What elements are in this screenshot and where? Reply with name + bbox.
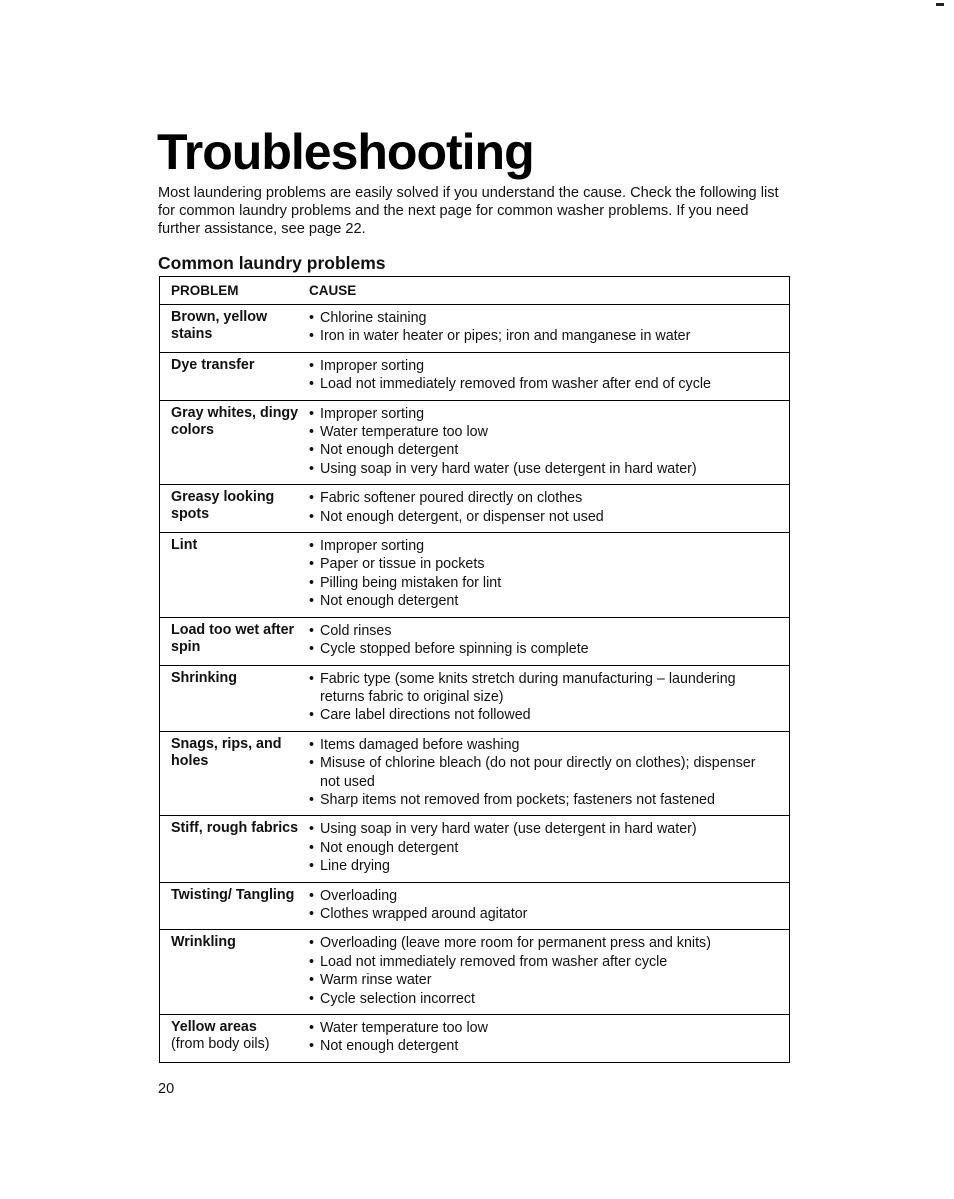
cause-item: • Improper sorting bbox=[309, 537, 779, 555]
cause-list bbox=[309, 537, 779, 611]
cause-item: • Cycle selection incorrect bbox=[309, 990, 779, 1008]
cause-cell bbox=[309, 820, 789, 875]
cause-cell bbox=[309, 736, 789, 810]
problem-cell bbox=[160, 887, 309, 924]
table-header-row bbox=[160, 277, 789, 304]
problem-name: Dye transfer bbox=[171, 356, 255, 373]
problem-cell bbox=[160, 309, 309, 346]
cause-cell bbox=[309, 887, 789, 924]
problem-subtext: (from body oils) bbox=[171, 1036, 270, 1052]
table-row bbox=[160, 815, 789, 881]
cause-list bbox=[309, 820, 779, 875]
problem-cell bbox=[160, 934, 309, 1008]
cause-item: • Not enough detergent bbox=[309, 839, 779, 857]
table-row bbox=[160, 617, 789, 665]
table-row bbox=[160, 882, 789, 930]
page-number: 20 bbox=[158, 1081, 175, 1097]
cause-item: • Line drying bbox=[309, 857, 779, 875]
problem-name: Twisting/ Tangling bbox=[171, 886, 295, 903]
cause-cell bbox=[309, 622, 789, 659]
cause-list bbox=[309, 489, 779, 526]
cause-cell bbox=[309, 357, 789, 394]
cause-item: • Iron in water heater or pipes; iron and manganese in water bbox=[309, 327, 779, 345]
table-row bbox=[160, 352, 789, 400]
problem-cell bbox=[160, 537, 309, 611]
cause-item: • Paper or tissue in pockets bbox=[309, 555, 779, 573]
table-row bbox=[160, 400, 789, 485]
cause-item: • Not enough detergent, or dispenser not used bbox=[309, 508, 779, 526]
cause-item: • Using soap in very hard water (use detergent in hard water) bbox=[309, 460, 779, 478]
problem-cell bbox=[160, 357, 309, 394]
table-row bbox=[160, 532, 789, 617]
cause-list bbox=[309, 309, 779, 346]
cause-list bbox=[309, 405, 779, 479]
problem-name: Stiff, rough fabrics bbox=[171, 820, 299, 837]
cause-list bbox=[309, 934, 779, 1008]
section-heading: Common laundry problems bbox=[158, 253, 386, 273]
cause-cell bbox=[309, 670, 789, 725]
problem-name: Snags, rips, and holes bbox=[171, 735, 282, 769]
table-row bbox=[160, 929, 789, 1014]
problem-name: Lint bbox=[171, 537, 198, 554]
problem-name: Brown, yellow stains bbox=[171, 309, 268, 342]
cause-item: • Load not immediately removed from washer after end of cycle bbox=[309, 375, 779, 393]
problem-cell bbox=[160, 489, 309, 526]
cause-item: • Care label directions not followed bbox=[309, 706, 779, 724]
table-row bbox=[160, 1014, 789, 1062]
cause-item: • Fabric softener poured directly on clothes bbox=[309, 489, 779, 507]
cause-item: • Pilling being mistaken for lint bbox=[309, 574, 779, 592]
cause-cell bbox=[309, 934, 789, 1008]
page-title: Troubleshooting bbox=[157, 124, 534, 180]
header-cause: CAUSE bbox=[309, 283, 357, 298]
cause-item: • Misuse of chlorine bleach (do not pour directly on clothes); dispenser not used bbox=[309, 754, 779, 791]
problem-cell bbox=[160, 1019, 309, 1056]
cause-item: • Improper sorting bbox=[309, 357, 779, 375]
cause-item: • Overloading bbox=[309, 887, 779, 905]
cause-list bbox=[309, 736, 779, 810]
problem-name: Load too wet after spin bbox=[171, 621, 295, 655]
cause-item: • Not enough detergent bbox=[309, 441, 779, 459]
cause-item: • Load not immediately removed from washer after cycle bbox=[309, 953, 779, 971]
cause-cell bbox=[309, 309, 789, 346]
cause-item: • Cycle stopped before spinning is complete bbox=[309, 640, 779, 658]
scan-mark bbox=[936, 3, 944, 6]
cause-cell bbox=[309, 537, 789, 611]
cause-item: • Using soap in very hard water (use detergent in hard water) bbox=[309, 820, 779, 838]
cause-list bbox=[309, 622, 779, 659]
cause-list bbox=[309, 1019, 779, 1056]
cause-item: • Water temperature too low bbox=[309, 423, 779, 441]
cause-item: • Not enough detergent bbox=[309, 592, 779, 610]
cause-cell bbox=[309, 1019, 789, 1056]
table-row bbox=[160, 304, 789, 352]
intro-paragraph: Most laundering problems are easily solved if you understand the cause. Check the following list for common laundry problems and the next page for common washer problems. If you need further assistance, see page 22. bbox=[158, 185, 779, 237]
cause-item: • Chlorine staining bbox=[309, 309, 779, 327]
cause-list bbox=[309, 887, 779, 924]
header-problem: PROBLEM bbox=[171, 283, 239, 298]
problem-name: Greasy looking spots bbox=[171, 489, 275, 523]
table-row bbox=[160, 731, 789, 816]
cause-list bbox=[309, 670, 779, 725]
cause-item: • Fabric type (some knits stretch during manufacturing – laundering returns fabric to original size) bbox=[309, 670, 779, 707]
laundry-problems-table bbox=[159, 276, 790, 1063]
table-row bbox=[160, 665, 789, 731]
problem-name: Gray whites, dingy colors bbox=[171, 404, 299, 438]
cause-cell bbox=[309, 405, 789, 479]
problem-cell bbox=[160, 736, 309, 810]
cause-item: • Water temperature too low bbox=[309, 1019, 779, 1037]
cause-item: • Clothes wrapped around agitator bbox=[309, 905, 779, 923]
cause-cell bbox=[309, 489, 789, 526]
table-body bbox=[160, 304, 789, 1062]
problem-name: Yellow areas bbox=[171, 1019, 257, 1035]
problem-cell bbox=[160, 670, 309, 725]
cause-item: • Not enough detergent bbox=[309, 1037, 779, 1055]
cause-list bbox=[309, 357, 779, 394]
problem-cell bbox=[160, 622, 309, 659]
cause-item: • Items damaged before washing bbox=[309, 736, 779, 754]
table-row bbox=[160, 484, 789, 532]
problem-name: Wrinkling bbox=[171, 934, 236, 951]
problem-cell bbox=[160, 405, 309, 479]
problem-cell bbox=[160, 820, 309, 875]
problem-name: Shrinking bbox=[171, 669, 237, 686]
cause-item: • Overloading (leave more room for permanent press and knits) bbox=[309, 934, 779, 952]
cause-item: • Cold rinses bbox=[309, 622, 779, 640]
cause-item: • Sharp items not removed from pockets; fasteners not fastened bbox=[309, 791, 779, 809]
cause-item: • Warm rinse water bbox=[309, 971, 779, 989]
cause-item: • Improper sorting bbox=[309, 405, 779, 423]
